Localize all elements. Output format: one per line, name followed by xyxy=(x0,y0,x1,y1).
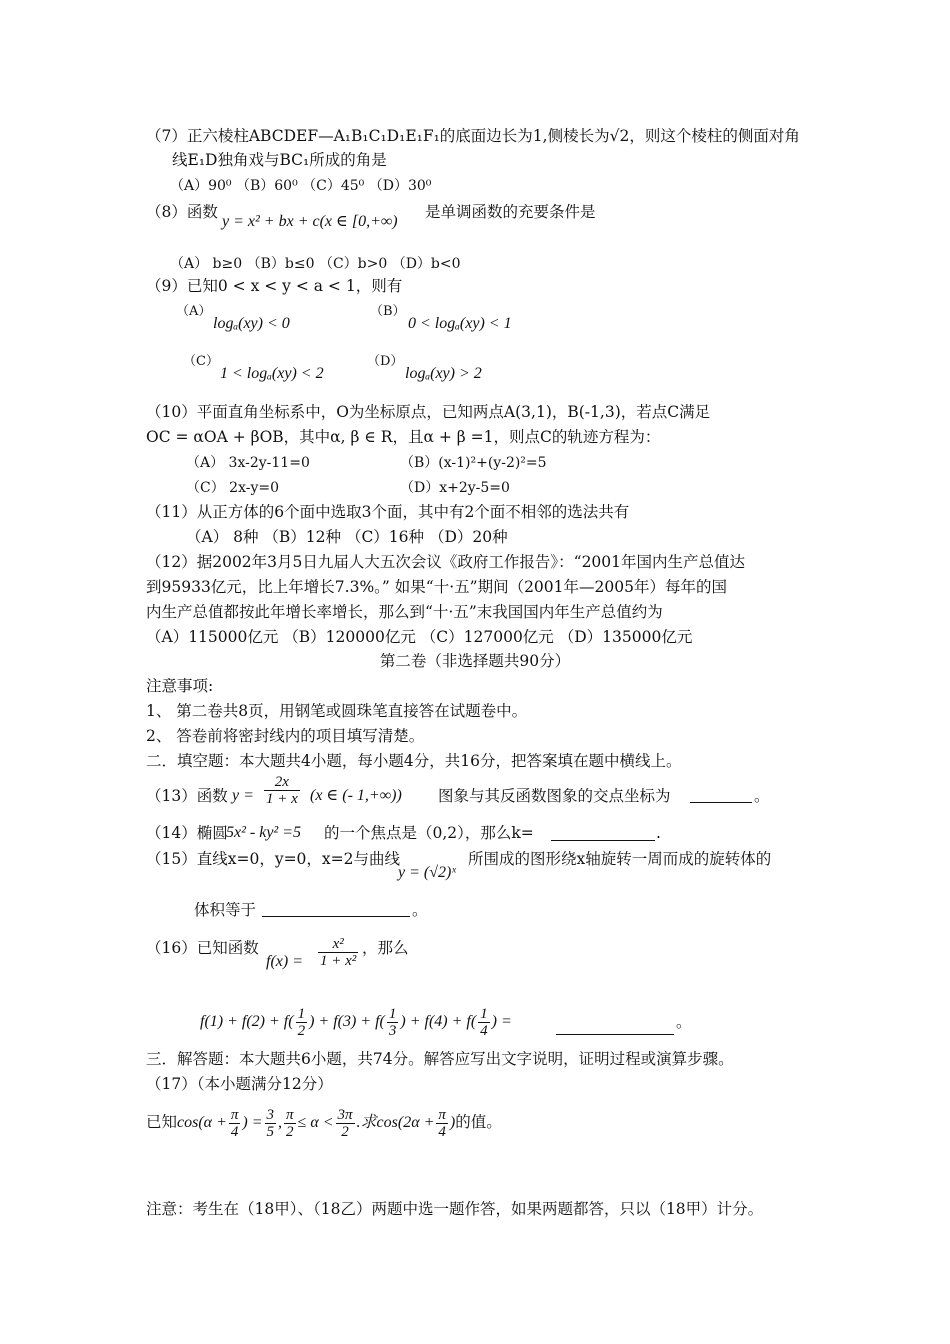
q16-sum-part2: ) + f(3) + f( xyxy=(309,1013,385,1030)
q13-fraction xyxy=(262,774,302,807)
q13-tail: 图象与其反函数图象的交点坐标为 xyxy=(438,787,671,805)
q17-p2-den: 2 xyxy=(286,1123,294,1140)
q15-end: 。 xyxy=(412,901,428,919)
q7-options: （A）90⁰ （B）60⁰ （C）45⁰ （D）30⁰ xyxy=(170,178,432,194)
q17-p1-num: π xyxy=(230,1106,239,1123)
q15-answer-blank[interactable] xyxy=(262,902,410,917)
q13-lead: （13）函数 xyxy=(146,787,228,805)
q13-denominator: 1 + x xyxy=(266,791,298,807)
q9-b-label: （B） xyxy=(370,304,406,319)
q7-line1: （7）正六棱柱ABCDEF—A₁B₁C₁D₁E₁F₁的底面边长为1,侧棱长为√2，则这个棱柱的侧面对角 xyxy=(146,127,800,145)
q17-cos1: cos(α + xyxy=(177,1114,227,1131)
q17-comma: , xyxy=(278,1114,283,1131)
q10-option-c: （C） 2x-y=0 xyxy=(186,480,279,496)
notice-item-2: 2、 答卷前将密封线内的项目填写清楚。 xyxy=(146,727,425,745)
q9-c-label: （C） xyxy=(183,354,219,369)
q17-ask: .求 xyxy=(356,1114,377,1131)
q13-end: 。 xyxy=(754,787,770,805)
q17-p1-den: 4 xyxy=(230,1123,239,1140)
q12-line1: （12）据2002年3月5日九届人大五次会议《政府工作报告》：“2001年国内生产总值达 xyxy=(146,553,746,571)
q10-option-d: （D）x+2y-5=0 xyxy=(400,480,510,496)
q9-c: 1 < logₐ(xy) < 2 xyxy=(220,365,324,382)
q17-p3-den: 2 xyxy=(341,1123,349,1140)
q17-le: ≤ α < xyxy=(297,1114,334,1131)
q8-lead: （8）函数 xyxy=(146,203,218,221)
q13-answer-blank[interactable] xyxy=(690,788,752,803)
q16-denominator: 1 + x² xyxy=(320,953,357,969)
q9-d-label: （D） xyxy=(367,354,404,369)
q10-line1: （10）平面直角坐标系中，O为坐标原点，已知两点A(3,1)，B(-1,3)，若点C满足 xyxy=(146,403,711,421)
q17-eq: ) = xyxy=(242,1114,263,1131)
q8-options: （A） b≥0 （B）b≤0 （C）b>0 （D）b<0 xyxy=(170,256,461,272)
q17-close: ) xyxy=(449,1114,456,1131)
q16-answer-blank[interactable] xyxy=(556,1020,674,1035)
q12-line2: 到95933亿元，比上年增长7.3%。” 如果“十·五”期间（2001年—2005年）每年的国 xyxy=(146,578,727,596)
q16-frac3-den: 4 xyxy=(480,1022,488,1039)
q17-p2-num: π xyxy=(286,1106,294,1123)
q13-y: y = xyxy=(232,787,254,804)
q16-frac2-den: 3 xyxy=(388,1022,397,1039)
q8-formula: y = x² + bx + c(x ∈ [0,+∞) xyxy=(222,213,398,230)
q15-formula: y = (√2)ˣ xyxy=(398,864,456,881)
q15-line2: 体积等于 xyxy=(194,901,257,919)
q9-d: logₐ(xy) > 2 xyxy=(405,365,482,382)
part3-title: 三．解答题：本大题共6小题，共74分。解答应写出文字说明，证明过程或演算步骤。 xyxy=(146,1050,734,1068)
q16-fx: f(x) = xyxy=(266,953,303,970)
q15-tail: 所围成的图形绕x轴旋转一周而成的旋转体的 xyxy=(468,850,772,868)
q10-line2: OC = αOA + βOB，其中α, β ∈ R，且α + β =1，则点C的轨迹方程为： xyxy=(146,428,661,446)
q14-tail: 的一个焦点是（0,2），那么k= xyxy=(324,824,534,842)
q14-answer-blank[interactable] xyxy=(551,826,655,841)
q17-tail: 的值。 xyxy=(455,1113,502,1131)
q11-options: （A） 8种 （B）12种 （C）16种 （D）20种 xyxy=(186,528,508,546)
q14-end: . xyxy=(656,824,661,842)
q14-lead: （14）椭圆 xyxy=(146,824,228,842)
q17-cos2: cos(2α + xyxy=(376,1114,435,1131)
q16-frac3-num: 1 xyxy=(480,1005,488,1022)
q16-sum xyxy=(200,1002,512,1042)
q10-option-a: （A） 3x-2y-11=0 xyxy=(186,455,310,471)
part2-title: 第二卷（非选择题共90分） xyxy=(379,652,571,670)
q9-lead: （9）已知0 < x < y < a < 1，则有 xyxy=(146,277,403,295)
q15-line1: （15）直线x=0，y=0，x=2与曲线 xyxy=(146,850,401,868)
q12-line3: 内生产总值都按此年增长率增长，那么到“十·五”末我国国内年生产总值约为 xyxy=(146,603,663,621)
q16-frac1-num: 1 xyxy=(297,1005,306,1022)
q16-frac1-den: 2 xyxy=(297,1022,306,1039)
q17-value-num: 3 xyxy=(266,1106,275,1123)
q16-comma: ，那么 xyxy=(362,939,409,957)
q9-a: logₐ(xy) < 0 xyxy=(213,315,290,332)
q16-frac2-num: 1 xyxy=(388,1005,397,1022)
q17-value-den: 5 xyxy=(266,1123,275,1140)
q17-p4-den: 4 xyxy=(438,1123,446,1140)
q16-sum-part4: ) = xyxy=(491,1013,512,1030)
q7-line2: 线E₁D独角戏与BC₁所成的角是 xyxy=(172,151,387,169)
q17-p4-num: π xyxy=(438,1106,446,1123)
q8-tail: 是单调函数的充要条件是 xyxy=(425,203,596,221)
q17-heading: （17）（本小题满分12分） xyxy=(146,1075,333,1093)
q9-b: 0 < logₐ(xy) < 1 xyxy=(408,315,512,332)
q9-a-label: （A） xyxy=(176,304,212,319)
q13-domain: (x ∈ (- 1,+∞)) xyxy=(310,787,402,804)
q16-end: 。 xyxy=(676,1013,692,1031)
q12-options: （A）115000亿元 （B）120000亿元 （C）127000亿元 （D）135000亿元 xyxy=(146,628,693,646)
fill-in-heading: 二．填空题：本大题共4小题，每小题4分，共16分，把答案填在题中横线上。 xyxy=(146,752,682,770)
q17-p3-num: 3π xyxy=(337,1106,353,1123)
notice-heading: 注意事项: xyxy=(146,677,214,695)
notice-item-1: 1、 第二卷共8页，用钢笔或圆珠笔直接答在试题卷中。 xyxy=(146,702,528,720)
q16-numerator: x² xyxy=(318,936,358,953)
q10-option-b: （B）(x-1)²+(y-2)²=5 xyxy=(400,455,547,471)
footer-note: 注意：考生在（18甲）、（18乙）两题中选一题作答，如果两题都答，只以（18甲）计分。 xyxy=(146,1200,764,1218)
q16-lead: （16）已知函数 xyxy=(146,939,259,957)
q17-statement xyxy=(146,1100,502,1145)
q16-sum-part3: ) + f(4) + f( xyxy=(400,1013,477,1030)
q13-numerator: 2x xyxy=(264,774,300,791)
q16-sum-part1: f(1) + f(2) + f( xyxy=(200,1013,294,1030)
q17-lead: 已知 xyxy=(146,1113,178,1131)
q16-fraction xyxy=(316,936,360,969)
q14-formula: 5x² - ky² =5 xyxy=(226,824,302,841)
q11-line1: （11）从正方体的6个面中选取3个面，其中有2个面不相邻的选法共有 xyxy=(146,503,630,521)
